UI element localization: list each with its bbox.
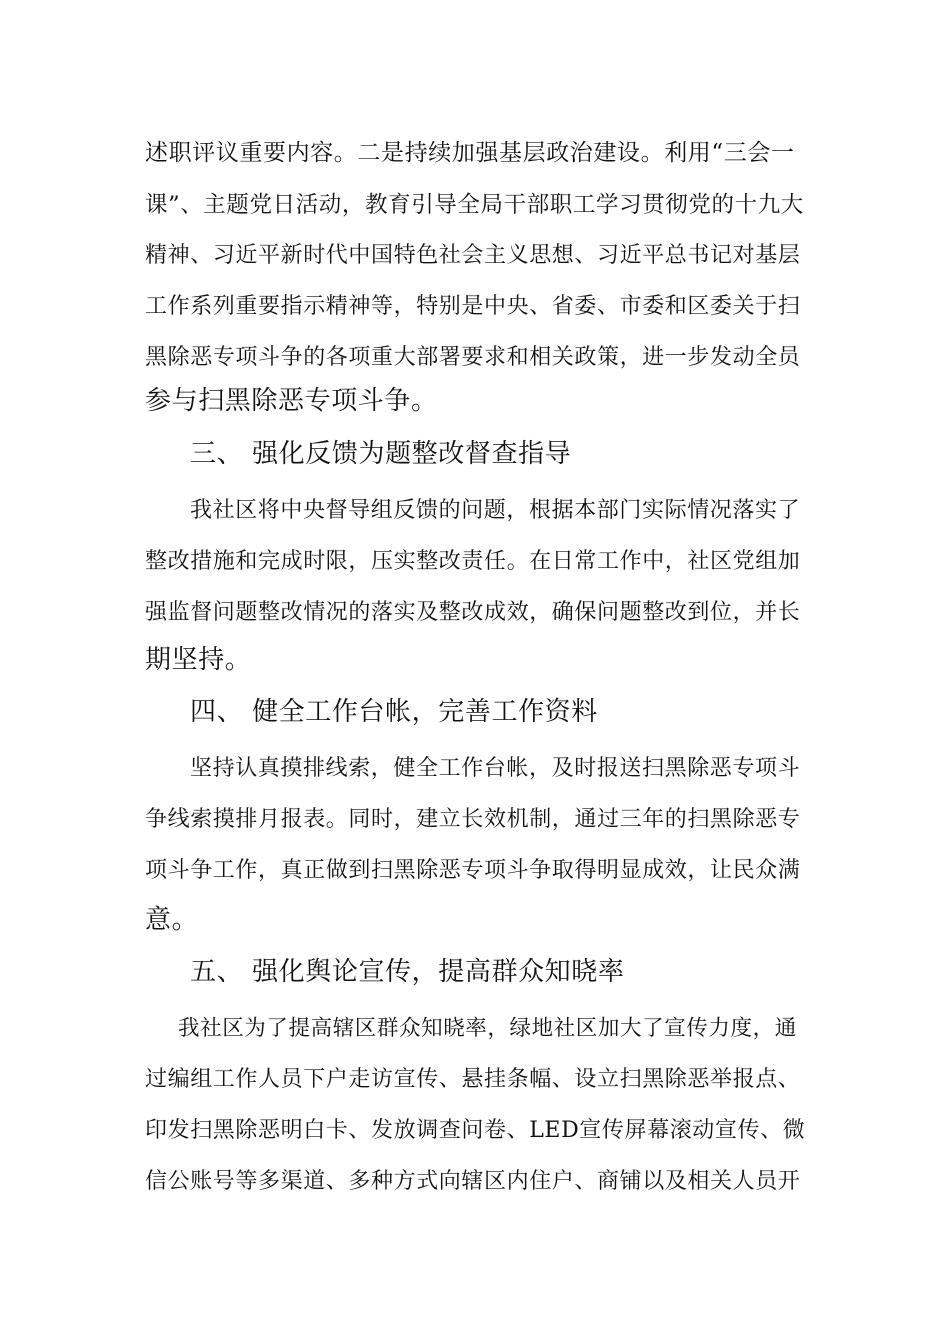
text-line: 参与扫黑除恶专项斗争。	[145, 386, 438, 416]
text-line: 强监督问题整改情况的落实及整改成效，确保问题整改到位，并长	[145, 600, 801, 625]
text-line: 我社区将中央督导组反馈的问题，根据本部门实际情况落实了	[190, 498, 801, 523]
text-line: 精神、习近平新时代中国特色社会主义思想、习近平总书记对基层	[145, 243, 801, 268]
text-line: 过编组工作人员下户走访宣传、悬挂条幅、设立扫黑除恶举报点、	[145, 1067, 801, 1092]
text-line: 坚持认真摸排线索，健全工作台帐，及时报送扫黑除恶专项斗	[190, 756, 801, 781]
text-line: 课”、主题党日活动，教育引导全局干部职工学习贯彻党的十九大	[145, 192, 804, 218]
text-line: 争线索摸排月报表。同时，建立长效机制，通过三年的扫黑除恶专	[145, 807, 801, 832]
section-heading: 五、 强化舆论宣传，提高群众知晓率	[190, 957, 625, 987]
text-line: 印发扫黑除恶明白卡、发放调查问卷、LED宣传屏幕滚动宣传、微	[145, 1118, 806, 1143]
section-heading: 四、 健全工作台帐，完善工作资料	[190, 697, 598, 727]
text-line: 项斗争工作，真正做到扫黑除恶专项斗争取得明显成效，让民众满	[145, 858, 801, 883]
text-line: 信公账号等多渠道、多种方式向辖区内住户、商铺以及相关人员开	[145, 1169, 801, 1194]
section-heading: 三、 强化反馈为题整改督查指导	[190, 439, 572, 469]
text-line: 工作系列重要指示精神等，特别是中央、省委、市委和区委关于扫	[145, 294, 801, 319]
text-line: 期坚持。	[145, 645, 252, 675]
text-line: 黑除恶专项斗争的各项重大部署要求和相关政策，进一步发动全员	[145, 345, 801, 370]
text-line: 整改措施和完成时限，压实整改责任。在日常工作中，社区党组加	[145, 549, 801, 574]
text-line: 述职评议重要内容。二是持续加强基层政治建设。利用“三会一	[145, 140, 795, 166]
text-line: 我社区为了提高辖区群众知晓率，绿地社区加大了宣传力度，通	[178, 1016, 797, 1041]
text-line: 意。	[145, 905, 199, 935]
